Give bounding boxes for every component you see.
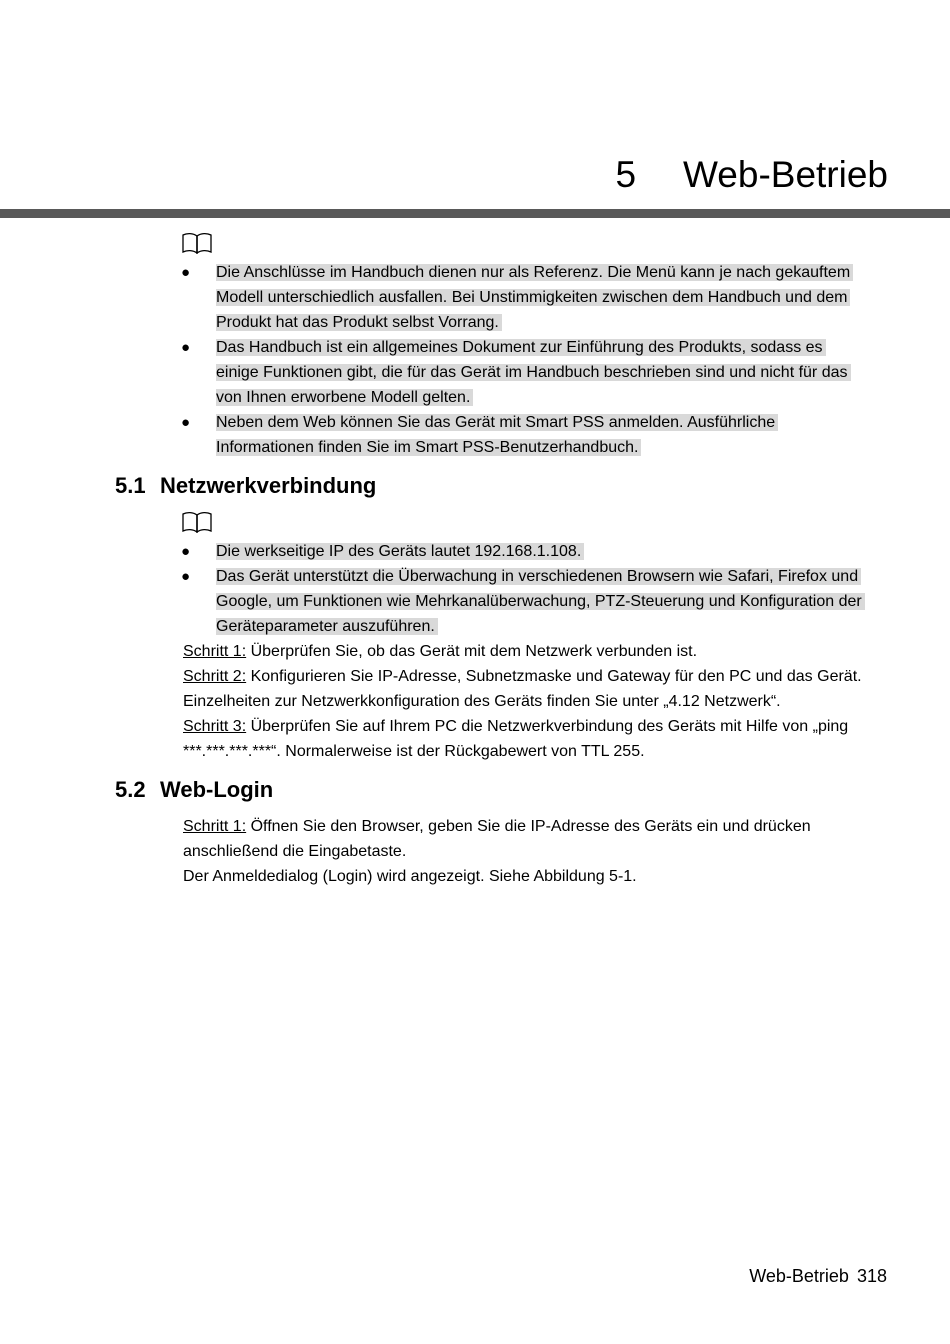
note-line: von Ihnen erworbene Modell gelten. (216, 389, 473, 406)
note-item (216, 260, 853, 335)
section-title: Web-Login (160, 777, 274, 802)
step-paragraph (183, 814, 811, 889)
result-text: Der Anmeldedialog (Login) wird angezeigt. Siehe Abbildung 5-1. (183, 868, 637, 885)
note-line: Google, um Funktionen wie Mehrkanalüberwachung, PTZ-Steuerung und Konfiguration der (216, 593, 865, 610)
bullet: ● (181, 568, 191, 585)
book-note-icon (182, 511, 212, 533)
step-text: Überprüfen Sie, ob das Gerät mit dem Netzwerk verbunden ist. (246, 643, 698, 660)
step-label: Schritt 2: (183, 668, 247, 685)
note-line: Die Anschlüsse im Handbuch dienen nur als Referenz. Die Menü kann je nach gekauftem (216, 264, 853, 281)
note-item (216, 335, 851, 410)
step-text: ***.***.***.***“. Normalerweise ist der Rückgabewert von TTL 255. (183, 743, 645, 760)
note-line: Produkt hat das Produkt selbst Vorrang. (216, 314, 502, 331)
note-item (216, 410, 778, 460)
chapter-divider (0, 209, 950, 218)
note-line: Modell unterschiedlich ausfallen. Bei Unstimmigkeiten zwischen dem Handbuch und dem (216, 289, 850, 306)
section-heading (115, 471, 376, 501)
note-line: Informationen finden Sie im Smart PSS-Benutzerhandbuch. (216, 439, 641, 456)
book-note-icon (182, 232, 212, 254)
section-number: 5.1 (115, 473, 146, 498)
step-label: Schritt 3: (183, 718, 247, 735)
step-paragraph (183, 639, 862, 764)
note-line: Das Handbuch ist ein allgemeines Dokument zur Einführung des Produkts, sodass es (216, 339, 826, 356)
page-number: 318 (856, 1266, 887, 1286)
step-label: Schritt 1: (183, 818, 247, 835)
note-line: Neben dem Web können Sie das Gerät mit Smart PSS anmelden. Ausführliche (216, 414, 778, 431)
note-line: einige Funktionen gibt, die für das Gerät im Handbuch beschrieben sind und nicht für das (216, 364, 851, 381)
chapter-title (615, 150, 888, 200)
step-text: Öffnen Sie den Browser, geben Sie die IP-Adresse des Geräts ein und drücken (246, 818, 811, 835)
note-line: Die werkseitige IP des Geräts lautet 192.168.1.108. (216, 543, 584, 560)
step-text: anschließend die Eingabetaste. (183, 843, 407, 860)
bullet: ● (181, 339, 191, 356)
section-number: 5.2 (115, 777, 146, 802)
bullet: ● (181, 543, 191, 560)
step-label: Schritt 1: (183, 643, 247, 660)
bullet: ● (181, 264, 191, 281)
step-text: Einzelheiten zur Netzwerkkonfiguration des Geräts finden Sie unter „4.12 Netzwerk“. (183, 693, 781, 710)
bullet: ● (181, 414, 191, 431)
note-item (216, 539, 584, 564)
step-text: Konfigurieren Sie IP-Adresse, Subnetzmaske und Gateway für den PC und das Gerät. (246, 668, 862, 685)
note-item (216, 564, 865, 639)
section-title: Netzwerkverbindung (160, 473, 377, 498)
section-heading (115, 775, 273, 805)
page-footer (749, 1264, 887, 1288)
chapter-title-text: Web-Betrieb (683, 154, 888, 195)
note-line: Geräteparameter auszuführen. (216, 618, 438, 635)
step-text: Überprüfen Sie auf Ihrem PC die Netzwerkverbindung des Geräts mit Hilfe von „ping (246, 718, 849, 735)
chapter-number: 5 (615, 154, 637, 195)
note-line: Das Gerät unterstützt die Überwachung in verschiedenen Browsern wie Safari, Firefox und (216, 568, 861, 585)
footer-label: Web-Betrieb (749, 1266, 849, 1286)
